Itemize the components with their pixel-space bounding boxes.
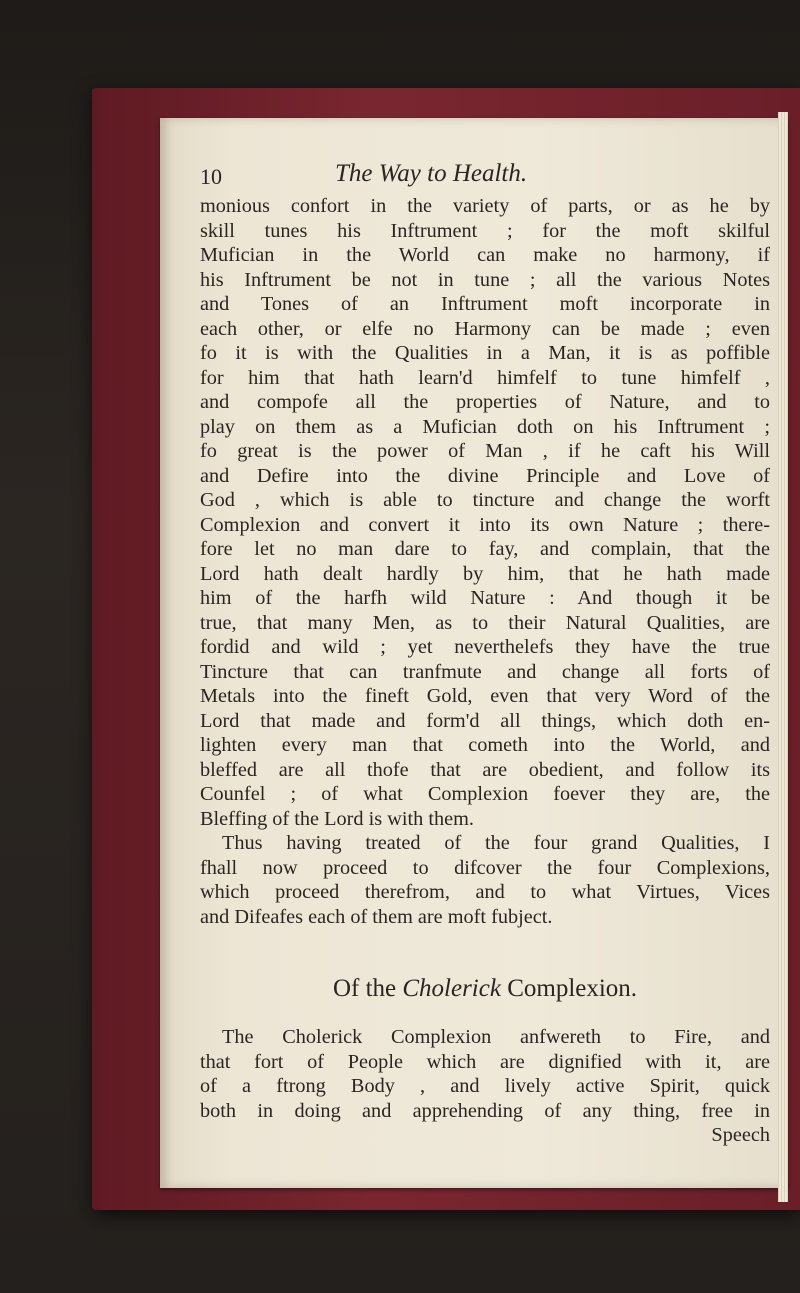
page-text (200, 160, 770, 1148)
paragraph-3 (200, 1025, 770, 1148)
text-line: of a ftrong Body , and lively active Spirit, quick (200, 1075, 770, 1097)
text-line: fhall now proceed to difcover the four Complexions, (200, 856, 770, 879)
paragraph-2 (200, 831, 770, 929)
text-line: for him that hath learn'd himfelf to tune himfelf , (200, 366, 770, 389)
heading-prefix: Of the (332, 975, 397, 1002)
paragraph-1 (200, 194, 770, 831)
heading-italic-word: Cholerick (402, 975, 501, 1002)
text-line: Thus having treated of the four grand Qualities, I (222, 832, 770, 854)
catchword: Speech (711, 1124, 770, 1146)
text-line: God , which is able to tincture and change the worft (200, 489, 770, 511)
text-line: monious confort in the variety of parts, or as he by (200, 195, 770, 217)
running-head (200, 160, 770, 194)
text-line: true, that many Men, as to their Natural Qualities, are (200, 611, 770, 634)
text-line: Counfel ; of what Complexion foever they are, the (200, 783, 770, 805)
text-line: Lord hath dealt hardly by him, that he hath made (200, 562, 770, 585)
page-edges (778, 112, 788, 1202)
text-line: Bleffing of the Lord is with them. (200, 807, 474, 830)
text-line: him of the harfh wild Nature : And though it be (200, 587, 770, 609)
text-line: fordid and wild ; yet neverthelefs they have the true (200, 636, 770, 658)
text-line: bleffed are all thofe that are obedient, and follow its (200, 758, 770, 781)
text-line: both in doing and apprehending of any thing, free in (200, 1099, 770, 1122)
text-line: fore let no man dare to fay, and complain, that the (200, 538, 770, 560)
text-line: his Inftrument be not in tune ; all the various Notes (200, 268, 770, 291)
text-line: fo great is the power of Man , if he caft his Will (200, 440, 770, 462)
text-line: lighten every man that cometh into the World, and (200, 734, 770, 756)
text-line: fo it is with the Qualities in a Man, it is as poffible (200, 342, 770, 364)
text-line: play on them as a Mufician doth on his Inftrument ; (200, 415, 770, 438)
text-line: The Cholerick Complexion anfwereth to Fire, and (222, 1026, 770, 1048)
text-line: and Difeafes each of them are moft fubject. (200, 905, 553, 928)
heading-suffix: Complexion. (507, 975, 638, 1002)
section-heading (200, 975, 770, 1003)
text-line: Mufician in the World can make no harmony, if (200, 244, 770, 266)
text-line: Complexion and convert it into its own Nature ; there- (200, 513, 770, 536)
text-line: Tincture that can tranfmute and change all forts of (200, 660, 770, 683)
page-number: 10 (200, 164, 222, 189)
text-line: and compofe all the properties of Nature, and to (200, 391, 770, 413)
text-line: Metals into the fineft Gold, even that very Word of the (200, 685, 770, 707)
text-line: Lord that made and form'd all things, which doth en- (200, 709, 770, 732)
text-line: which proceed therefrom, and to what Virtues, Vices (200, 881, 770, 903)
text-line: skill tunes his Inftrument ; for the moft skilful (200, 219, 770, 242)
text-line: and Tones of an Inftrument moft incorporate in (200, 293, 770, 315)
text-line: that fort of People which are dignified with it, are (200, 1050, 770, 1073)
text-line: and Defire into the divine Principle and Love of (200, 464, 770, 487)
running-title: The Way to Health. (335, 160, 528, 187)
text-line: each other, or elfe no Harmony can be made ; even (200, 317, 770, 340)
